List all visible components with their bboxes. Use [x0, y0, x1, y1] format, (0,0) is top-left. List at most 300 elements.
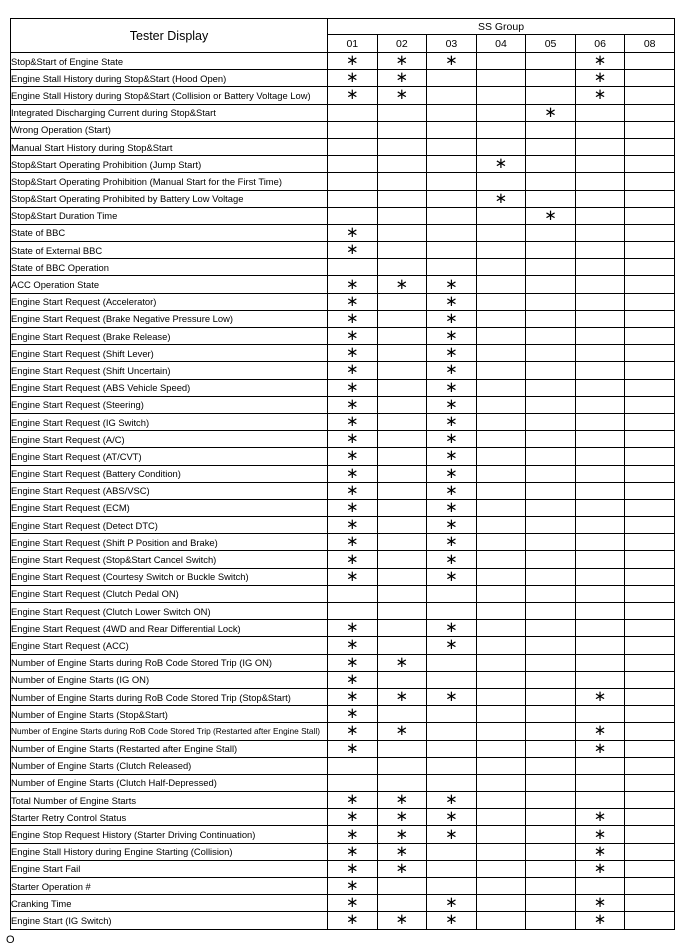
asterisk-mark: ∗	[427, 912, 477, 929]
empty-cell	[476, 843, 526, 860]
empty-cell	[427, 156, 477, 173]
asterisk-mark: ∗	[328, 362, 378, 379]
empty-cell	[377, 362, 427, 379]
empty-cell	[377, 517, 427, 534]
empty-cell	[625, 774, 675, 791]
empty-cell	[476, 207, 526, 224]
asterisk-mark: ∗	[328, 860, 378, 877]
empty-cell	[377, 379, 427, 396]
empty-cell	[575, 207, 625, 224]
asterisk-mark: ∗	[328, 671, 378, 688]
empty-cell	[575, 310, 625, 327]
empty-cell	[476, 723, 526, 740]
row-label: Engine Start Request (ABS/VSC)	[11, 482, 328, 499]
empty-cell	[427, 104, 477, 121]
empty-cell	[476, 637, 526, 654]
table-row	[11, 482, 675, 499]
empty-cell	[476, 551, 526, 568]
row-label: Integrated Discharging Current during Stop&Start	[11, 104, 328, 121]
table-row	[11, 603, 675, 620]
empty-cell	[476, 688, 526, 705]
asterisk-mark: ∗	[427, 328, 477, 345]
table-row	[11, 792, 675, 809]
empty-cell	[526, 688, 576, 705]
empty-cell	[328, 603, 378, 620]
empty-cell	[427, 259, 477, 276]
row-label: Stop&Start Operating Prohibition (Jump Start)	[11, 156, 328, 173]
table-row	[11, 723, 675, 740]
empty-cell	[427, 207, 477, 224]
empty-cell	[575, 637, 625, 654]
empty-cell	[526, 276, 576, 293]
empty-cell	[625, 568, 675, 585]
empty-cell	[377, 328, 427, 345]
empty-cell	[476, 878, 526, 895]
empty-cell	[625, 276, 675, 293]
row-label: State of BBC Operation	[11, 259, 328, 276]
row-label: Wrong Operation (Start)	[11, 121, 328, 138]
table-row	[11, 878, 675, 895]
empty-cell	[625, 637, 675, 654]
empty-cell	[377, 259, 427, 276]
empty-cell	[476, 912, 526, 929]
empty-cell	[575, 104, 625, 121]
row-label: Engine Start Request (4WD and Rear Differential Lock)	[11, 620, 328, 637]
asterisk-mark: ∗	[427, 310, 477, 327]
asterisk-mark: ∗	[427, 465, 477, 482]
empty-cell	[476, 138, 526, 155]
empty-cell	[476, 654, 526, 671]
empty-cell	[476, 242, 526, 259]
empty-cell	[575, 431, 625, 448]
table-row	[11, 431, 675, 448]
group-column-header: 03	[427, 35, 477, 53]
table-row	[11, 499, 675, 516]
asterisk-mark: ∗	[575, 860, 625, 877]
asterisk-mark: ∗	[328, 293, 378, 310]
empty-cell	[625, 534, 675, 551]
empty-cell	[377, 431, 427, 448]
asterisk-mark: ∗	[427, 362, 477, 379]
row-label: Engine Start Request (Battery Condition)	[11, 465, 328, 482]
empty-cell	[575, 293, 625, 310]
asterisk-mark: ∗	[427, 792, 477, 809]
asterisk-mark: ∗	[328, 413, 378, 430]
asterisk-mark: ∗	[328, 517, 378, 534]
asterisk-mark: ∗	[328, 482, 378, 499]
empty-cell	[377, 190, 427, 207]
empty-cell	[377, 448, 427, 465]
footer-mark: O	[6, 934, 15, 946]
empty-cell	[625, 156, 675, 173]
asterisk-mark: ∗	[328, 310, 378, 327]
empty-cell	[526, 774, 576, 791]
asterisk-mark: ∗	[427, 413, 477, 430]
empty-cell	[476, 482, 526, 499]
empty-cell	[575, 276, 625, 293]
empty-cell	[625, 448, 675, 465]
asterisk-mark: ∗	[328, 379, 378, 396]
asterisk-mark: ∗	[575, 723, 625, 740]
asterisk-mark: ∗	[328, 895, 378, 912]
empty-cell	[526, 310, 576, 327]
row-label: Starter Retry Control Status	[11, 809, 328, 826]
empty-cell	[526, 912, 576, 929]
empty-cell	[526, 585, 576, 602]
asterisk-mark: ∗	[575, 70, 625, 87]
empty-cell	[526, 551, 576, 568]
empty-cell	[575, 757, 625, 774]
asterisk-mark: ∗	[328, 431, 378, 448]
empty-cell	[476, 362, 526, 379]
asterisk-mark: ∗	[476, 156, 526, 173]
empty-cell	[526, 448, 576, 465]
empty-cell	[377, 156, 427, 173]
empty-cell	[476, 706, 526, 723]
empty-cell	[625, 70, 675, 87]
empty-cell	[427, 173, 477, 190]
row-label: State of External BBC	[11, 242, 328, 259]
asterisk-mark: ∗	[575, 688, 625, 705]
empty-cell	[377, 551, 427, 568]
empty-cell	[328, 757, 378, 774]
row-label: Engine Stall History during Engine Starting (Collision)	[11, 843, 328, 860]
empty-cell	[476, 53, 526, 70]
table-row	[11, 224, 675, 241]
empty-cell	[526, 534, 576, 551]
empty-cell	[625, 259, 675, 276]
empty-cell	[427, 740, 477, 757]
empty-cell	[427, 138, 477, 155]
empty-cell	[625, 603, 675, 620]
empty-cell	[377, 603, 427, 620]
empty-cell	[377, 895, 427, 912]
empty-cell	[575, 534, 625, 551]
empty-cell	[625, 585, 675, 602]
empty-cell	[476, 345, 526, 362]
row-label: Engine Start Request (Accelerator)	[11, 293, 328, 310]
asterisk-mark: ∗	[377, 860, 427, 877]
asterisk-mark: ∗	[328, 499, 378, 516]
empty-cell	[575, 878, 625, 895]
table-row	[11, 912, 675, 929]
empty-cell	[377, 671, 427, 688]
empty-cell	[526, 259, 576, 276]
table-body	[11, 53, 675, 930]
asterisk-mark: ∗	[377, 70, 427, 87]
empty-cell	[476, 774, 526, 791]
asterisk-mark: ∗	[328, 465, 378, 482]
row-label: Engine Start Request (A/C)	[11, 431, 328, 448]
row-label: ACC Operation State	[11, 276, 328, 293]
empty-cell	[625, 242, 675, 259]
empty-cell	[427, 774, 477, 791]
asterisk-mark: ∗	[575, 740, 625, 757]
row-label: Engine Start Request (ACC)	[11, 637, 328, 654]
empty-cell	[476, 860, 526, 877]
empty-cell	[625, 895, 675, 912]
asterisk-mark: ∗	[377, 723, 427, 740]
asterisk-mark: ∗	[575, 895, 625, 912]
empty-cell	[328, 774, 378, 791]
ss-group-header: SS Group	[328, 19, 675, 35]
asterisk-mark: ∗	[328, 53, 378, 70]
table-row	[11, 70, 675, 87]
empty-cell	[625, 740, 675, 757]
empty-cell	[476, 499, 526, 516]
row-label: Engine Start Request (IG Switch)	[11, 413, 328, 430]
empty-cell	[328, 104, 378, 121]
empty-cell	[575, 379, 625, 396]
asterisk-mark: ∗	[427, 826, 477, 843]
empty-cell	[476, 809, 526, 826]
group-column-header: 05	[526, 35, 576, 53]
empty-cell	[476, 568, 526, 585]
table-row	[11, 121, 675, 138]
asterisk-mark: ∗	[377, 53, 427, 70]
empty-cell	[476, 826, 526, 843]
empty-cell	[575, 156, 625, 173]
empty-cell	[377, 293, 427, 310]
asterisk-mark: ∗	[328, 826, 378, 843]
empty-cell	[526, 465, 576, 482]
asterisk-mark: ∗	[328, 448, 378, 465]
table-row	[11, 568, 675, 585]
empty-cell	[575, 224, 625, 241]
asterisk-mark: ∗	[526, 207, 576, 224]
asterisk-mark: ∗	[427, 534, 477, 551]
empty-cell	[377, 396, 427, 413]
asterisk-mark: ∗	[328, 568, 378, 585]
asterisk-mark: ∗	[328, 70, 378, 87]
row-label: Number of Engine Starts (Stop&Start)	[11, 706, 328, 723]
row-label: Engine Start Request (Brake Release)	[11, 328, 328, 345]
empty-cell	[575, 121, 625, 138]
asterisk-mark: ∗	[427, 637, 477, 654]
asterisk-mark: ∗	[328, 87, 378, 104]
row-label: Engine Stop Request History (Starter Driving Continuation)	[11, 826, 328, 843]
table-row	[11, 826, 675, 843]
empty-cell	[476, 413, 526, 430]
empty-cell	[328, 156, 378, 173]
row-label: Engine Start Request (Clutch Pedal ON)	[11, 585, 328, 602]
row-label: Starter Operation #	[11, 878, 328, 895]
table-row	[11, 448, 675, 465]
empty-cell	[328, 173, 378, 190]
asterisk-mark: ∗	[328, 740, 378, 757]
table-row	[11, 396, 675, 413]
empty-cell	[427, 860, 477, 877]
asterisk-mark: ∗	[328, 878, 378, 895]
row-label: Engine Start Request (AT/CVT)	[11, 448, 328, 465]
empty-cell	[575, 620, 625, 637]
asterisk-mark: ∗	[427, 396, 477, 413]
empty-cell	[625, 224, 675, 241]
asterisk-mark: ∗	[328, 242, 378, 259]
empty-cell	[625, 413, 675, 430]
asterisk-mark: ∗	[377, 912, 427, 929]
empty-cell	[476, 895, 526, 912]
empty-cell	[377, 620, 427, 637]
empty-cell	[526, 431, 576, 448]
empty-cell	[328, 121, 378, 138]
empty-cell	[575, 568, 625, 585]
asterisk-mark: ∗	[328, 328, 378, 345]
empty-cell	[625, 87, 675, 104]
empty-cell	[526, 499, 576, 516]
table-row	[11, 276, 675, 293]
table-row	[11, 860, 675, 877]
empty-cell	[427, 585, 477, 602]
row-label: Number of Engine Starts (Clutch Released)	[11, 757, 328, 774]
empty-cell	[377, 637, 427, 654]
empty-cell	[476, 276, 526, 293]
empty-cell	[526, 723, 576, 740]
empty-cell	[526, 654, 576, 671]
empty-cell	[575, 706, 625, 723]
asterisk-mark: ∗	[427, 568, 477, 585]
empty-cell	[575, 413, 625, 430]
empty-cell	[526, 809, 576, 826]
table-row	[11, 534, 675, 551]
asterisk-mark: ∗	[427, 431, 477, 448]
empty-cell	[625, 912, 675, 929]
empty-cell	[625, 431, 675, 448]
empty-cell	[377, 138, 427, 155]
row-label: Engine Start Request (Clutch Lower Switch ON)	[11, 603, 328, 620]
empty-cell	[526, 242, 576, 259]
table-row	[11, 809, 675, 826]
empty-cell	[427, 190, 477, 207]
table-row	[11, 328, 675, 345]
asterisk-mark: ∗	[328, 654, 378, 671]
table-row	[11, 895, 675, 912]
row-label: Number of Engine Starts during RoB Code Stored Trip (Stop&Start)	[11, 688, 328, 705]
empty-cell	[476, 671, 526, 688]
table-row	[11, 637, 675, 654]
asterisk-mark: ∗	[328, 276, 378, 293]
empty-cell	[575, 654, 625, 671]
empty-cell	[526, 620, 576, 637]
empty-cell	[526, 362, 576, 379]
empty-cell	[476, 379, 526, 396]
empty-cell	[377, 207, 427, 224]
table-row	[11, 517, 675, 534]
empty-cell	[575, 259, 625, 276]
row-label: Engine Start Request (Courtesy Switch or Buckle Switch)	[11, 568, 328, 585]
row-label: Stop&Start Operating Prohibited by Battery Low Voltage	[11, 190, 328, 207]
empty-cell	[476, 224, 526, 241]
asterisk-mark: ∗	[575, 843, 625, 860]
empty-cell	[526, 87, 576, 104]
empty-cell	[476, 310, 526, 327]
empty-cell	[575, 190, 625, 207]
table-row	[11, 671, 675, 688]
empty-cell	[377, 173, 427, 190]
empty-cell	[476, 517, 526, 534]
empty-cell	[625, 860, 675, 877]
asterisk-mark: ∗	[328, 706, 378, 723]
asterisk-mark: ∗	[328, 345, 378, 362]
row-label: Engine Stall History during Stop&Start (Hood Open)	[11, 70, 328, 87]
table-row	[11, 654, 675, 671]
empty-cell	[377, 706, 427, 723]
row-label: Engine Stall History during Stop&Start (Collision or Battery Voltage Low)	[11, 87, 328, 104]
empty-cell	[526, 792, 576, 809]
table-row	[11, 551, 675, 568]
empty-cell	[625, 620, 675, 637]
row-label: Number of Engine Starts (Restarted after Engine Stall)	[11, 740, 328, 757]
empty-cell	[427, 603, 477, 620]
asterisk-mark: ∗	[328, 534, 378, 551]
row-label: Total Number of Engine Starts	[11, 792, 328, 809]
table-row	[11, 843, 675, 860]
empty-cell	[526, 637, 576, 654]
empty-cell	[427, 70, 477, 87]
empty-cell	[377, 585, 427, 602]
empty-cell	[526, 757, 576, 774]
empty-cell	[575, 345, 625, 362]
empty-cell	[526, 740, 576, 757]
asterisk-mark: ∗	[575, 826, 625, 843]
row-label: Engine Start Request (Steering)	[11, 396, 328, 413]
asterisk-mark: ∗	[427, 482, 477, 499]
asterisk-mark: ∗	[377, 276, 427, 293]
empty-cell	[476, 259, 526, 276]
table-row	[11, 104, 675, 121]
asterisk-mark: ∗	[377, 843, 427, 860]
table-row	[11, 293, 675, 310]
empty-cell	[625, 328, 675, 345]
empty-cell	[328, 207, 378, 224]
empty-cell	[625, 706, 675, 723]
empty-cell	[377, 121, 427, 138]
table-row	[11, 362, 675, 379]
empty-cell	[526, 379, 576, 396]
table-row	[11, 465, 675, 482]
empty-cell	[377, 242, 427, 259]
empty-cell	[625, 826, 675, 843]
asterisk-mark: ∗	[575, 912, 625, 929]
asterisk-mark: ∗	[427, 688, 477, 705]
table-row	[11, 242, 675, 259]
row-label: Engine Start Request (Detect DTC)	[11, 517, 328, 534]
empty-cell	[575, 499, 625, 516]
empty-cell	[625, 757, 675, 774]
empty-cell	[526, 568, 576, 585]
row-label: Manual Start History during Stop&Start	[11, 138, 328, 155]
empty-cell	[377, 774, 427, 791]
empty-cell	[625, 53, 675, 70]
empty-cell	[476, 121, 526, 138]
row-label: Engine Start (IG Switch)	[11, 912, 328, 929]
empty-cell	[575, 328, 625, 345]
empty-cell	[526, 70, 576, 87]
empty-cell	[575, 242, 625, 259]
row-label: Engine Start Request (Brake Negative Pressure Low)	[11, 310, 328, 327]
table-row	[11, 190, 675, 207]
asterisk-mark: ∗	[427, 345, 477, 362]
asterisk-mark: ∗	[377, 809, 427, 826]
empty-cell	[526, 156, 576, 173]
empty-cell	[377, 482, 427, 499]
table-row	[11, 774, 675, 791]
empty-cell	[377, 740, 427, 757]
empty-cell	[476, 104, 526, 121]
row-label: Stop&Start Operating Prohibition (Manual Start for the First Time)	[11, 173, 328, 190]
row-label: State of BBC	[11, 224, 328, 241]
empty-cell	[526, 173, 576, 190]
